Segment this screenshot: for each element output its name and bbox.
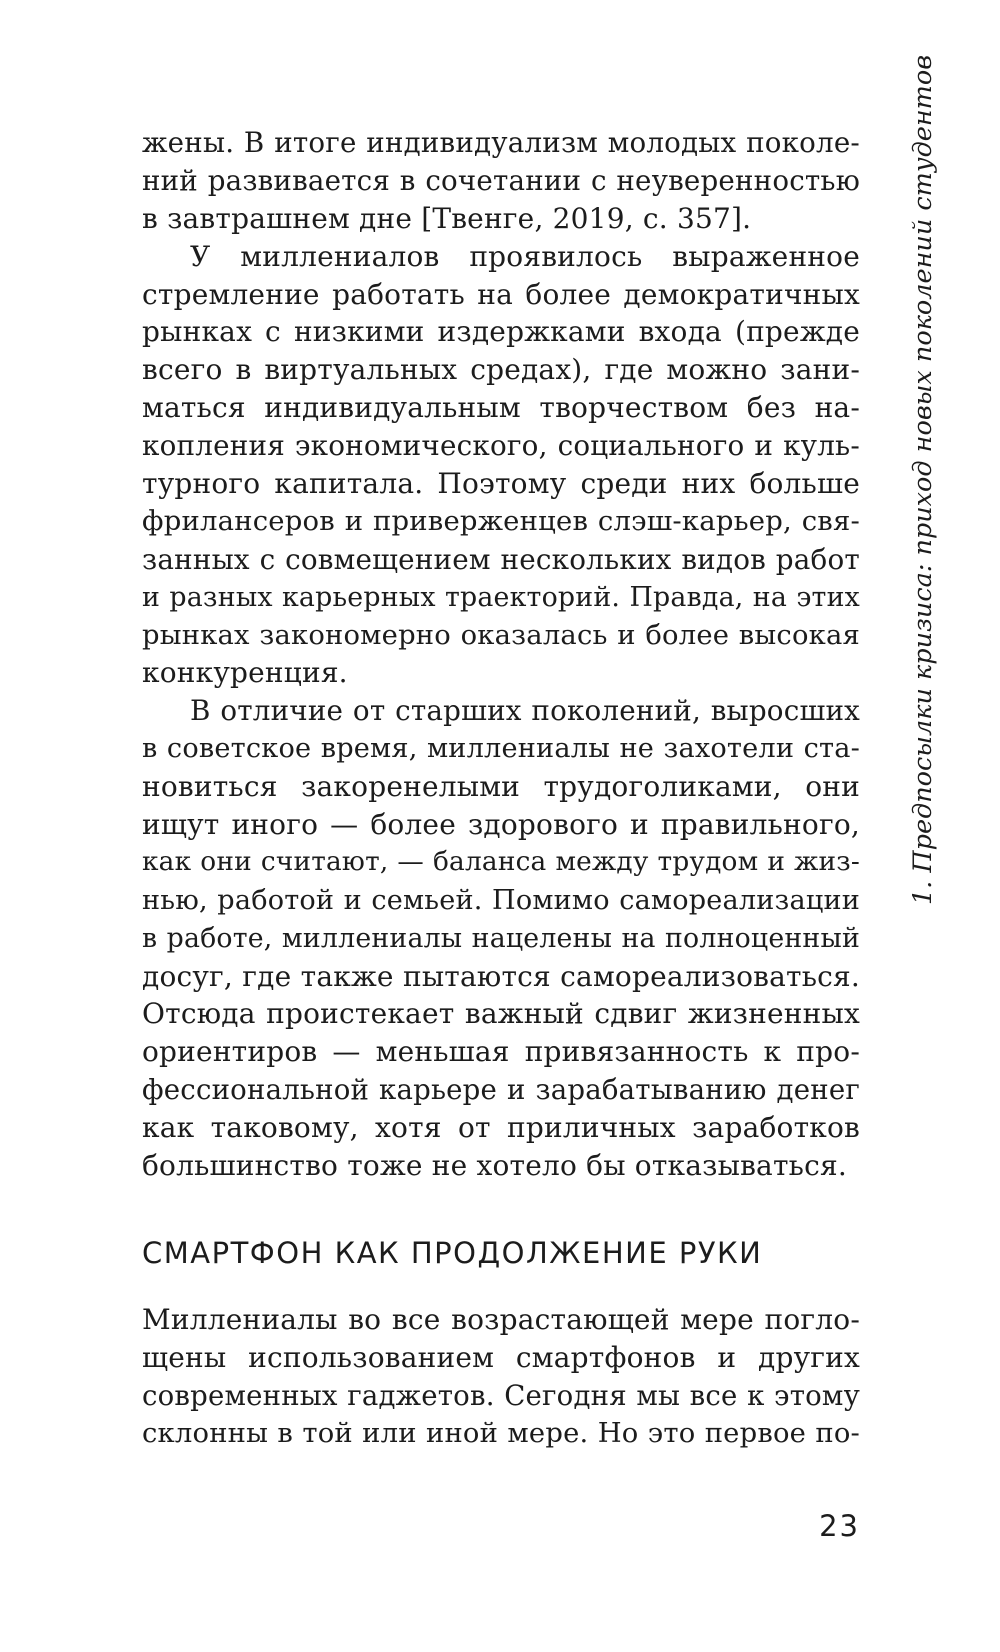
- text-line: Миллениалы во все возрастающей мере погло-: [142, 1303, 860, 1336]
- text-line: стремление работать на более демократичных: [142, 277, 860, 311]
- text-line: в советское время, миллениалы не захотели ста-: [142, 733, 860, 765]
- text-line: турного капитала. Поэтому среди них больше: [142, 467, 860, 501]
- text-line: маться индивидуальным творчеством без на-: [142, 391, 860, 425]
- body-text-lower: [142, 1301, 860, 1453]
- text-line: склонны в той или иной мере. Но это первое по-: [142, 1417, 860, 1449]
- text-line: большинство тоже не хотело бы отказываться.: [142, 1149, 847, 1183]
- running-head: 1. Предпосылки кризиса: приход новых поколений студентов: [908, 54, 938, 906]
- text-line: как таковому, хотя от приличных заработков: [142, 1111, 860, 1145]
- text-line: рынках закономерно оказалась и более высокая: [142, 619, 860, 651]
- page-number: 23: [819, 1509, 860, 1543]
- text-line: фессиональной карьере и зарабатыванию денег: [142, 1073, 860, 1107]
- text-line: ориентиров — меньшая привязанность к про-: [142, 1035, 860, 1069]
- text-line: Отсюда проистекает важный сдвиг жизненных: [142, 997, 860, 1031]
- text-line: как они считают, — баланса между трудом и жиз-: [142, 846, 860, 877]
- text-line: всего в виртуальных средах), где можно зани-: [142, 353, 860, 387]
- text-line: занных с совмещением нескольких видов работ: [142, 542, 860, 576]
- text-line: В отличие от старших поколений, выросших: [190, 694, 860, 728]
- text-line: в работе, миллениалы нацелены на полноценный: [142, 922, 860, 954]
- text-line: конкуренция.: [142, 656, 348, 690]
- text-line: жены. В итоге индивидуализм молодых поколе-: [142, 126, 860, 159]
- body-text-upper: [142, 124, 860, 1185]
- text-line: в завтрашнем дне [Твенге, 2019, с. 357].: [142, 201, 752, 235]
- text-line: новиться закоренелыми трудоголиками, они: [142, 770, 860, 804]
- text-line: современных гаджетов. Сегодня мы все к этому: [142, 1378, 860, 1412]
- text-line: фрилансеров и приверженцев слэш-карьер, свя-: [142, 505, 860, 537]
- text-line: ищут иного — более здорового и правильного,: [142, 808, 860, 842]
- text-line: ний развивается в сочетании с неуверенностью: [142, 163, 860, 197]
- text-line: щены использованием смартфонов и других: [142, 1340, 860, 1374]
- text-line: и разных карьерных траекторий. Правда, на этих: [142, 581, 860, 613]
- text-line: рынках с низкими издержками входа (прежде: [142, 315, 860, 349]
- text-line: досуг, где также пытаются самореализоваться.: [142, 959, 860, 993]
- text-line: копления экономического, социального и куль-: [142, 429, 860, 463]
- section-heading: СМАРТФОН КАК ПРОДОЛЖЕНИЕ РУКИ: [142, 1236, 763, 1270]
- text-line: У миллениалов проявилось выраженное: [190, 239, 860, 273]
- text-line: нью, работой и семьей. Помимо самореализации: [142, 884, 860, 916]
